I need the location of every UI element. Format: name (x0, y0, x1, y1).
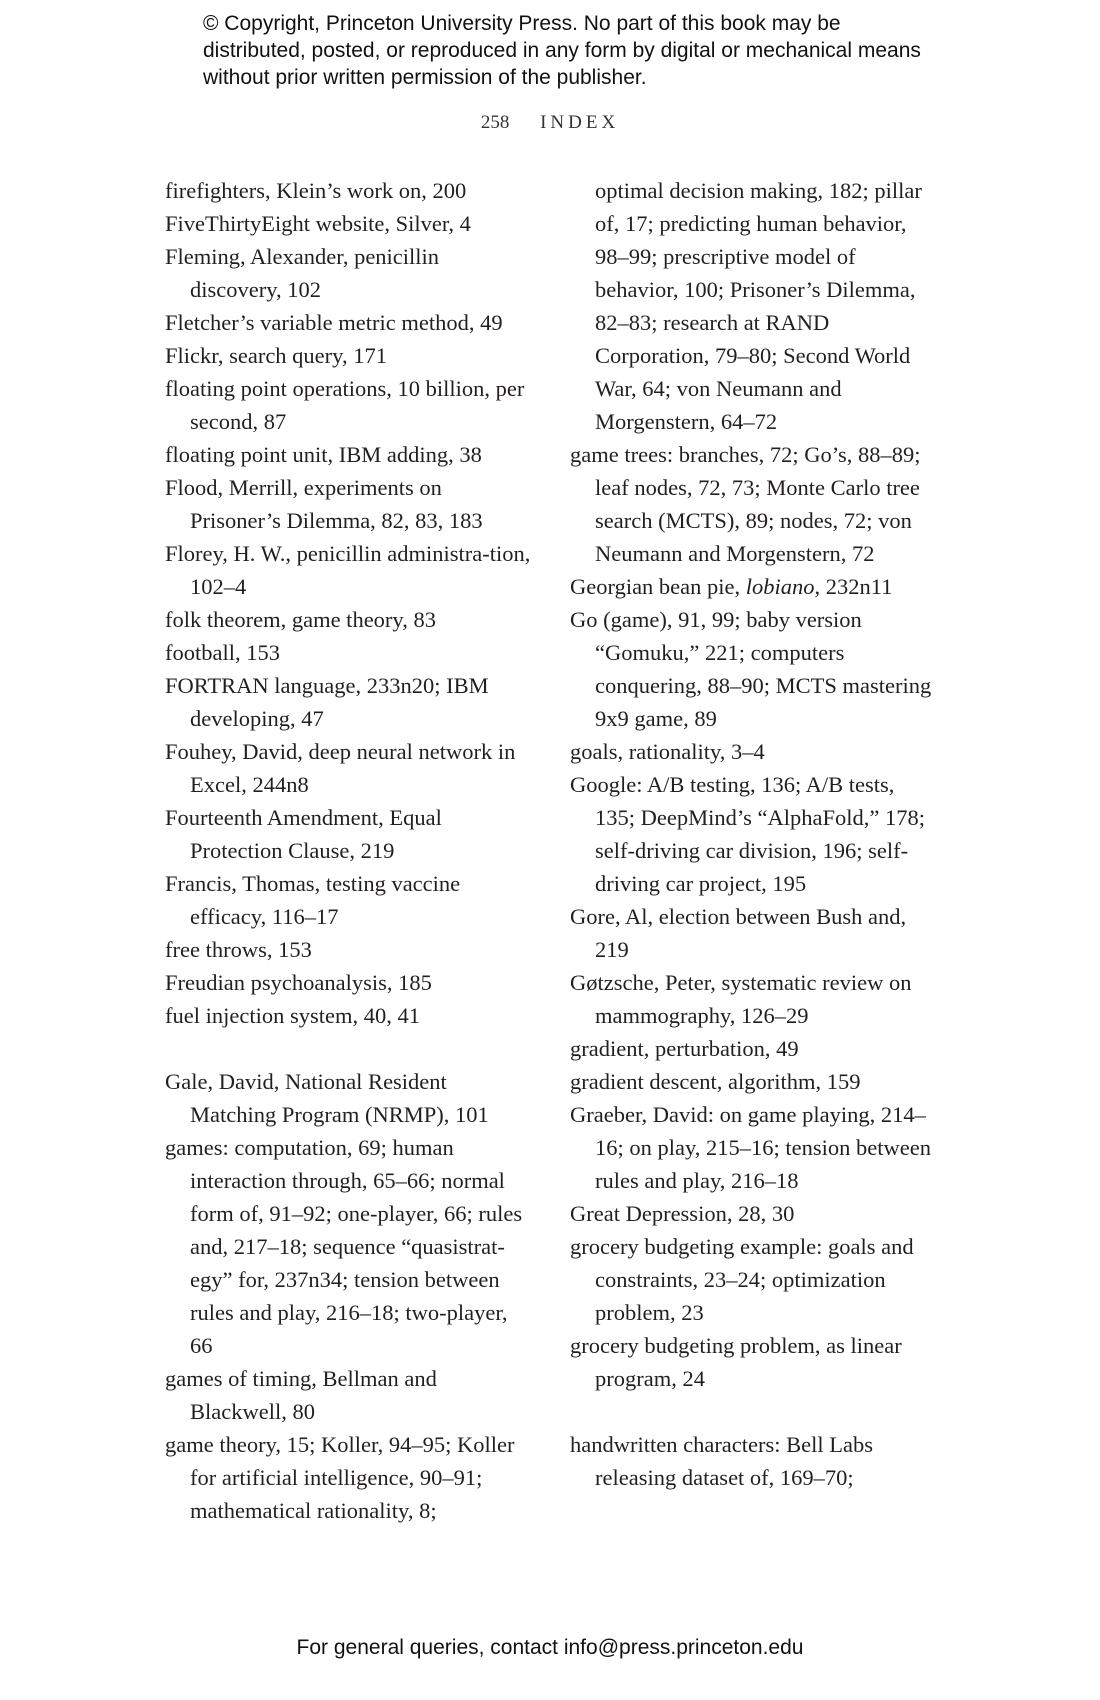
index-entry: Florey, H. W., penicillin administra-tion, 102–4 (165, 541, 531, 599)
index-entry: Freudian psychoanalysis, 185 (165, 970, 432, 995)
index-entry-georgian (570, 570, 940, 603)
index-entry: floating point unit, IBM adding, 38 (165, 442, 482, 467)
index-entry: Go (game), 91, 99; baby version “Gomuku,” 221; computers conquering, 88–90; MCTS mastering 9x9 game, 89 (570, 607, 932, 731)
index-entry: Google: A/B testing, 136; A/B tests, 135; DeepMind’s “AlphaFold,” 178; self-driving car division, 196; self-driving car project, 195 (570, 772, 925, 896)
index-entry: Fouhey, David, deep neural network in Excel, 244n8 (165, 739, 516, 797)
section-title: INDEX (540, 112, 620, 133)
entry-text: Georgian bean pie, (570, 574, 746, 599)
index-entry: games: computation, 69; human interaction through, 65–66; normal form of, 91–92; one-player, 66; rules and, 217–18; sequence “quasistrat-egy” for, 237n34; tension between rules and play, 216–18; two-player, 66 (165, 1135, 523, 1358)
index-entry: free throws, 153 (165, 937, 312, 962)
index-entry: Graeber, David: on game playing, 214–16; on play, 215–16; tension between rules and play, 216–18 (570, 1102, 931, 1193)
index-entry: game trees: branches, 72; Go’s, 88–89; leaf nodes, 72, 73; Monte Carlo tree search (MCTS), 89; nodes, 72; von Neumann and Morgenstern, 72 (570, 442, 921, 566)
index-entry: gradient descent, algorithm, 159 (570, 1069, 861, 1094)
index-entry: FiveThirtyEight website, Silver, 4 (165, 211, 471, 236)
index-entry: Fourteenth Amendment, Equal Protection Clause, 219 (165, 805, 442, 863)
contact-footer: For general queries, contact info@press.princeton.edu (296, 1636, 804, 1659)
index-entry: Flood, Merrill, experiments on Prisoner’s Dilemma, 82, 83, 183 (165, 475, 483, 533)
index-entry: folk theorem, game theory, 83 (165, 607, 436, 632)
running-head (0, 112, 1100, 134)
index-column-left (165, 174, 535, 1527)
page-number: 258 (480, 112, 510, 133)
index-entry: handwritten characters: Bell Labs releasing dataset of, 169–70; (570, 1432, 874, 1490)
index-entry: football, 153 (165, 640, 280, 665)
index-entry: grocery budgeting problem, as linear program, 24 (570, 1333, 902, 1391)
index-entry: Fleming, Alexander, penicillin discovery, 102 (165, 244, 440, 302)
index-entry: Gøtzsche, Peter, systematic review on mammography, 126–29 (570, 970, 912, 1028)
index-entry: Flickr, search query, 171 (165, 343, 387, 368)
entry-locator: , 232n11 (814, 574, 893, 599)
index-entry: Fletcher’s variable metric method, 49 (165, 310, 503, 335)
index-entry: games of timing, Bellman and Blackwell, 80 (165, 1366, 437, 1424)
index-entry: goals, rationality, 3–4 (570, 739, 765, 764)
copyright-notice: © Copyright, Princeton University Press. No part of this book may be distributed, posted, or reproduced in any form by digital or mechanical means without prior written permission of the publisher. (203, 12, 921, 89)
index-entry: Gale, David, National Resident Matching Program (NRMP), 101 (165, 1069, 489, 1127)
index-entry: firefighters, Klein’s work on, 200 (165, 178, 467, 203)
letter-group-gap (570, 1395, 940, 1428)
index-column-right (570, 174, 940, 1494)
index-entry: fuel injection system, 40, 41 (165, 1003, 420, 1028)
index-entry: floating point operations, 10 billion, per second, 87 (165, 376, 525, 434)
index-entry-continuation: optimal decision making, 182; pillar of, 17; predicting human behavior, 98–99; prescriptive model of behavior, 100; Prisoner’s Dilemma, 82–83; research at RAND Corporation, 79–80; Second World War, 64; von Neumann and Morgenstern, 64–72 (595, 178, 922, 434)
index-entry: Great Depression, 28, 30 (570, 1201, 795, 1226)
letter-group-gap (165, 1032, 535, 1065)
index-entry: FORTRAN language, 233n20; IBM developing, 47 (165, 673, 489, 731)
index-entry: grocery budgeting example: goals and constraints, 23–24; optimization problem, 23 (570, 1234, 914, 1325)
index-entry: game theory, 15; Koller, 94–95; Koller for artificial intelligence, 90–91; mathematical rationality, 8; (165, 1432, 515, 1523)
index-entry: Francis, Thomas, testing vaccine efficacy, 116–17 (165, 871, 461, 929)
index-entry: gradient, perturbation, 49 (570, 1036, 799, 1061)
entry-italic-term: lobiano (745, 574, 815, 599)
index-entry: Gore, Al, election between Bush and, 219 (570, 904, 907, 962)
